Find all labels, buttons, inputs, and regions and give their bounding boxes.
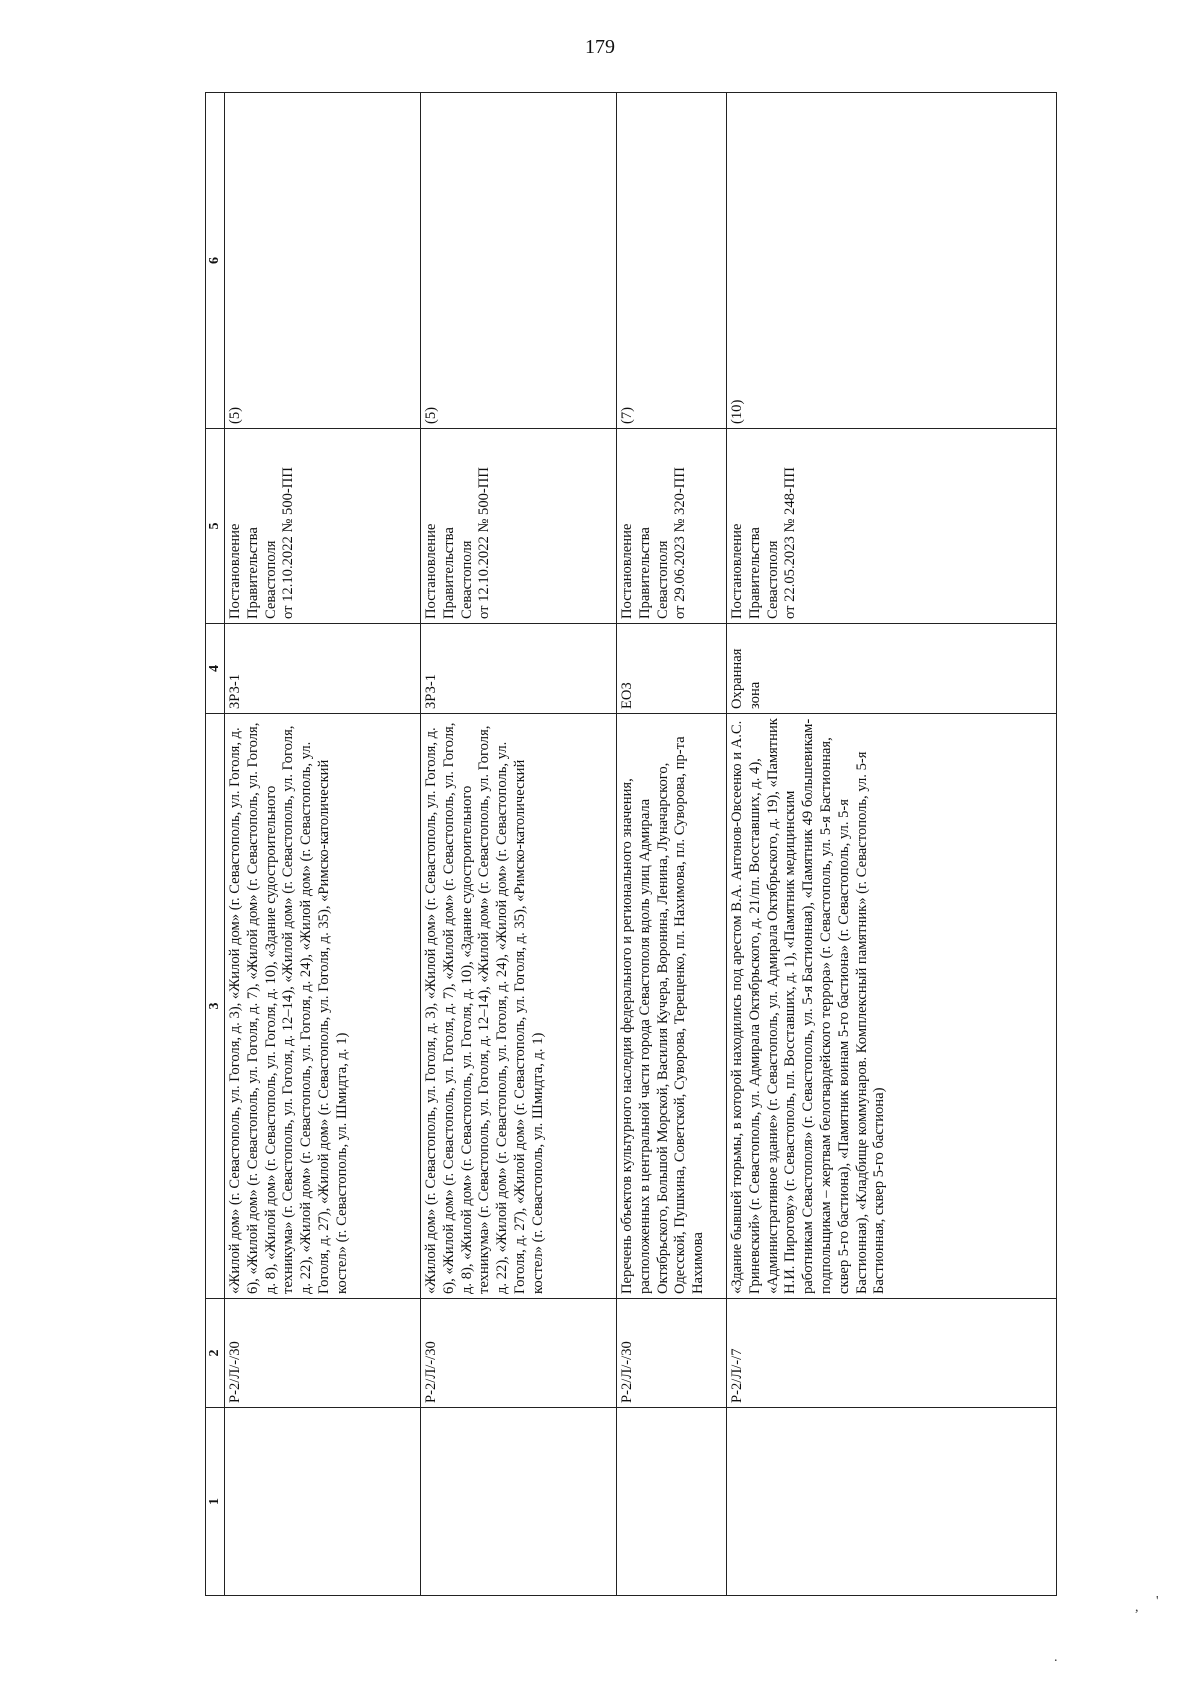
cell-ref: (5) — [225, 93, 421, 429]
rotated-sheet-inner — [205, 93, 1057, 1596]
table-row — [617, 93, 727, 1596]
document-line: Севастополя — [458, 540, 475, 619]
cell-objects: «Жилой дом» (г. Севастополь, ул. Гоголя, д. 3), «Жилой дом» (г. Севастополь, ул. Гоголя, д. 6), «Жилой дом» (г. Севастополь, ул. Гоголя, д. 7), «Жилой дом» (г. Севастополь, ул. Гоголя, д. 8), «Жилой дом» (г. Севастополь, ул. Гоголя, д. 10), «Здание судостроительного техникума» (г. Севастополь, ул. Гоголя, д. 12–14), «Жилой дом» (г. Севастополь, ул. Гоголя, д. 22), «Жилой дом» (г. Севастополь, ул. Гоголя, д. 24), «Жилой дом» (г. Севастополь, ул. Гоголя, д. 27), «Жилой дом» (г. Севастополь, ул. Гоголя, д. 35), «Римско-католический костел» (г. Севастополь, ул. Шмидта, д. 1) — [421, 714, 617, 1299]
cell-objects: «Жилой дом» (г. Севастополь, ул. Гоголя, д. 3), «Жилой дом» (г. Севастополь, ул. Гоголя, д. 6), «Жилой дом» (г. Севастополь, ул. Гоголя, д. 7), «Жилой дом» (г. Севастополь, ул. Гоголя, д. 8), «Жилой дом» (г. Севастополь, ул. Гоголя, д. 10), «Здание судостроительного техникума» (г. Севастополь, ул. Гоголя, д. 12–14), «Жилой дом» (г. Севастополь, ул. Гоголя, д. 22), «Жилой дом» (г. Севастополь, ул. Гоголя, д. 24), «Жилой дом» (г. Севастополь, ул. Гоголя, д. 27), «Жилой дом» (г. Севастополь, ул. Гоголя, д. 35), «Римско-католический костел» (г. Севастополь, ул. Шмидта, д. 1) — [225, 714, 421, 1299]
document-line: Правительства — [746, 527, 763, 619]
document-line: от 22.05.2023 № 248-ПП — [782, 467, 799, 619]
header-cell: 2 — [206, 1299, 225, 1408]
document-line: от 12.10.2022 № 500-ПП — [280, 467, 297, 619]
scan-speck: , — [1135, 1600, 1139, 1615]
cell-zone: ЕОЗ — [617, 624, 727, 714]
cell-col1 — [225, 1408, 421, 1596]
cell-ref: (7) — [617, 93, 727, 429]
cell-zone: Охранная зона — [727, 624, 1057, 714]
cell-code: Р-2/Л/-/30 — [225, 1299, 421, 1408]
scan-speck: ' — [1156, 1594, 1159, 1609]
cell-document — [225, 429, 421, 624]
document-line: Постановление — [227, 523, 243, 619]
document-line: Правительства — [636, 527, 653, 619]
cell-objects: Перечень объектов культурного наследия федерального и регионального значения, расположенных в центральной части города Севастополя вдоль улиц Адмирала Октябрьского, Большой Морской, Василия Кучера, Воронина, Ленина, Луначарского, Одесской, Пушкина, Советской, Суворова, Терещенко, пл. Нахимова, пл. Суворова, пр-та Нахимова — [617, 714, 727, 1299]
document-line: Севастополя — [262, 540, 279, 619]
cell-document — [727, 429, 1057, 624]
header-cell: 3 — [206, 714, 225, 1299]
cell-code: Р-2/Л/-/30 — [421, 1299, 617, 1408]
document-line: Севастополя — [654, 540, 671, 619]
table-row — [225, 93, 421, 1596]
document-line: Постановление — [423, 523, 439, 619]
cell-code: Р-2/Л/-/30 — [617, 1299, 727, 1408]
rotated-sheet — [205, 93, 1200, 1505]
cell-ref: (10) — [727, 93, 1057, 429]
document-line: Постановление — [619, 523, 635, 619]
header-cell: 1 — [206, 1408, 225, 1596]
header-cell: 4 — [206, 624, 225, 714]
cell-objects: «Здание бывшей тюрьмы, в которой находились под арестом В.А. Антонов-Овсеенко и А.С. Гриневский» (г. Севастополь, ул. Адмирала Октябрьского, д. 21/пл. Восставших, д. 4), «Административное здание» (г. Севастополь, ул. Адмирала Октябрьского, д. 19), «Памятник Н.И. Пирогову» (г. Севастополь, пл. Восставших, д. 1), «Памятник медицинским работникам Севастополя» (г. Севастополь, ул. 5-я Бастионная), «Памятник 49 большевикам-подпольщикам – жертвам белогвардейского террора» (г. Севастополь, ул. 5-я Бастионная, сквер 5-го бастиона), «Памятник воинам 5-го бастиона» (г. Севастополь, ул. 5-я Бастионная), «Кладбище коммунаров. Комплексный памятник» (г. Севастополь, ул. 5-я Бастионная, сквер 5-го бастиона) — [727, 714, 1057, 1299]
table-row — [727, 93, 1057, 1596]
document-line: Севастополя — [764, 540, 781, 619]
header-row — [206, 93, 225, 1596]
document-line: Правительства — [244, 527, 261, 619]
cell-document — [617, 429, 727, 624]
header-cell: 5 — [206, 429, 225, 624]
cell-zone: ЗРЗ-1 — [225, 624, 421, 714]
cell-col1 — [617, 1408, 727, 1596]
zones-table — [205, 92, 1057, 1596]
cell-ref: (5) — [421, 93, 617, 429]
cell-col1 — [421, 1408, 617, 1596]
cell-zone: ЗРЗ-1 — [421, 624, 617, 714]
page-number: 179 — [585, 36, 615, 58]
cell-code: Р-2/Л/-/7 — [727, 1299, 1057, 1408]
header-cell: 6 — [206, 93, 225, 429]
cell-document — [421, 429, 617, 624]
cell-col1 — [727, 1408, 1057, 1596]
table-row — [421, 93, 617, 1596]
document-line: от 12.10.2022 № 500-ПП — [476, 467, 493, 619]
document-line: Постановление — [729, 523, 745, 619]
document-line: от 29.06.2023 № 320-ПП — [672, 467, 689, 619]
document-line: Правительства — [440, 527, 457, 619]
scan-speck: . — [1054, 1650, 1058, 1665]
